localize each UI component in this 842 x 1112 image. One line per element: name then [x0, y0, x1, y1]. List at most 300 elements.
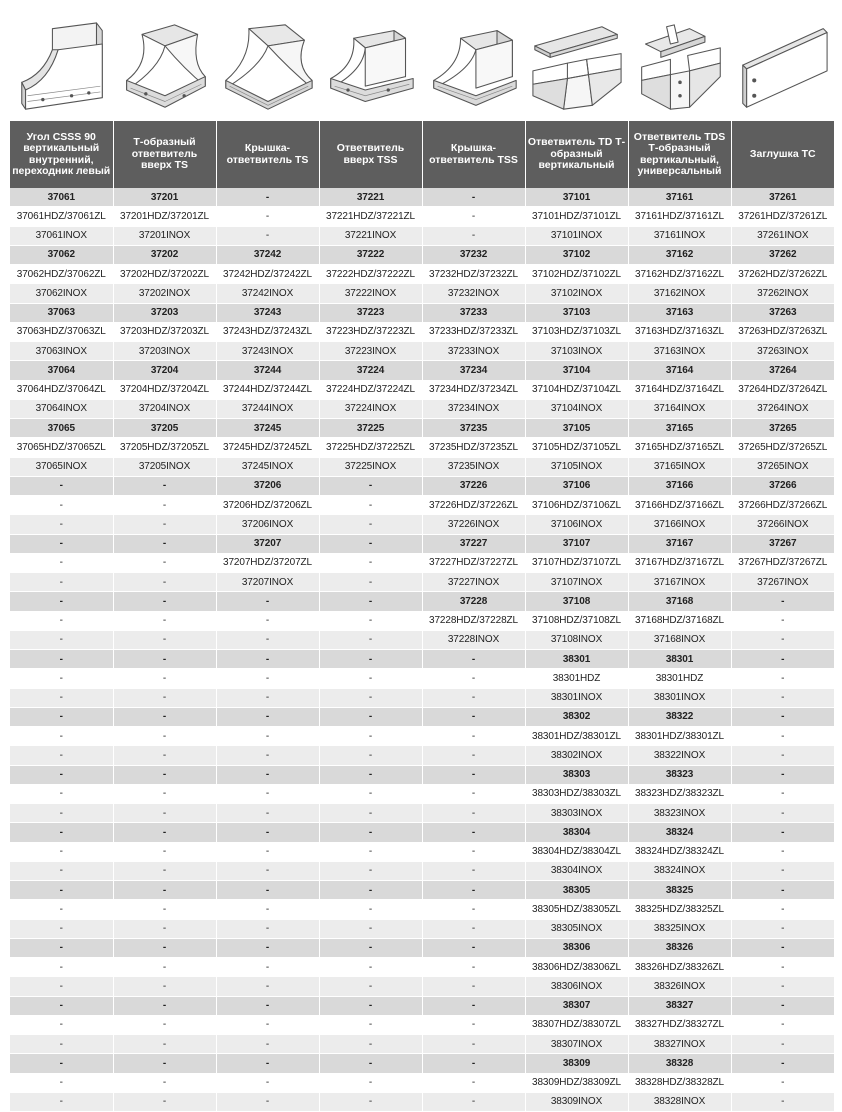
table-row	[10, 265, 834, 284]
table-cell: -	[216, 727, 319, 746]
table-cell: -	[10, 496, 113, 515]
table-cell: 37163HDZ/37163ZL	[628, 322, 731, 341]
table-cell: 37245HDZ/37245ZL	[216, 438, 319, 457]
table-cell: 37201	[113, 188, 216, 207]
table-cell: 38304	[525, 823, 628, 842]
table-cell: -	[10, 919, 113, 938]
table-cell: 37107INOX	[525, 573, 628, 592]
table-row	[10, 650, 834, 669]
column-header: Крышка-ответвитель TS	[216, 121, 319, 188]
table-cell: 37062INOX	[10, 284, 113, 303]
table-row	[10, 245, 834, 264]
table-cell: -	[113, 938, 216, 957]
table-cell: -	[216, 592, 319, 611]
table-row	[10, 727, 834, 746]
table-cell: -	[422, 669, 525, 688]
table-cell: 37206INOX	[216, 515, 319, 534]
table-cell: -	[216, 207, 319, 226]
table-row	[10, 207, 834, 226]
table-cell: 37063	[10, 303, 113, 322]
table-cell: -	[10, 958, 113, 977]
table-cell: 38301HDZ	[628, 669, 731, 688]
table-cell: -	[216, 688, 319, 707]
table-cell: 37226INOX	[422, 515, 525, 534]
table-cell: -	[216, 919, 319, 938]
table-cell: -	[10, 861, 113, 880]
table-row	[10, 188, 834, 207]
table-row	[10, 1073, 834, 1092]
table-row	[10, 1092, 834, 1111]
table-row	[10, 419, 834, 438]
table-cell: -	[731, 938, 834, 957]
table-cell: 38302INOX	[525, 746, 628, 765]
table-cell: 37226	[422, 476, 525, 495]
table-cell: 38301HDZ/38301ZL	[628, 727, 731, 746]
table-cell: -	[216, 1015, 319, 1034]
table-cell: 38325INOX	[628, 919, 731, 938]
table-cell: -	[10, 553, 113, 572]
table-cell: -	[731, 900, 834, 919]
table-cell: 37242HDZ/37242ZL	[216, 265, 319, 284]
table-cell: 37245	[216, 419, 319, 438]
table-cell: -	[731, 823, 834, 842]
table-cell: 37224	[319, 361, 422, 380]
table-cell: -	[319, 650, 422, 669]
table-cell: -	[422, 650, 525, 669]
table-cell: 37102HDZ/37102ZL	[525, 265, 628, 284]
table-cell: -	[319, 842, 422, 861]
table-cell: 37228HDZ/37228ZL	[422, 611, 525, 630]
table-cell: 38322INOX	[628, 746, 731, 765]
table-cell: 37262	[731, 245, 834, 264]
table-cell: 37262INOX	[731, 284, 834, 303]
table-cell: -	[319, 746, 422, 765]
table-cell: 38306	[525, 938, 628, 957]
table-cell: -	[113, 784, 216, 803]
table-cell: -	[113, 650, 216, 669]
table-cell: 37062	[10, 245, 113, 264]
table-cell: 37161HDZ/37161ZL	[628, 207, 731, 226]
table-cell: -	[10, 650, 113, 669]
table-cell: -	[319, 611, 422, 630]
table-cell: -	[422, 207, 525, 226]
table-cell: 37223HDZ/37223ZL	[319, 322, 422, 341]
table-cell: 38301	[628, 650, 731, 669]
table-cell: -	[113, 573, 216, 592]
table-cell: -	[10, 823, 113, 842]
table-row	[10, 342, 834, 361]
table-cell: 37244HDZ/37244ZL	[216, 380, 319, 399]
table-cell: -	[731, 1092, 834, 1111]
table-row	[10, 284, 834, 303]
table-cell: 37102	[525, 245, 628, 264]
table-row	[10, 881, 834, 900]
table-cell: -	[113, 765, 216, 784]
table-cell: 37263	[731, 303, 834, 322]
table-cell: 37101	[525, 188, 628, 207]
branch-cover-tss-image	[422, 18, 525, 116]
table-cell: 37243HDZ/37243ZL	[216, 322, 319, 341]
table-cell: 37235INOX	[422, 457, 525, 476]
table-cell: 38302	[525, 707, 628, 726]
table-cell: 37201INOX	[113, 226, 216, 245]
table-cell: 37104INOX	[525, 399, 628, 418]
table-cell: -	[113, 823, 216, 842]
column-header: Ответвитель вверх TSS	[319, 121, 422, 188]
table-row	[10, 399, 834, 418]
table-cell: -	[216, 707, 319, 726]
table-row	[10, 496, 834, 515]
table-cell: 37101HDZ/37101ZL	[525, 207, 628, 226]
table-cell: -	[731, 650, 834, 669]
table-cell: -	[731, 861, 834, 880]
table-cell: 37204HDZ/37204ZL	[113, 380, 216, 399]
table-cell: 37164INOX	[628, 399, 731, 418]
table-row	[10, 804, 834, 823]
table-cell: 37233HDZ/37233ZL	[422, 322, 525, 341]
table-cell: -	[319, 669, 422, 688]
table-cell: 38323INOX	[628, 804, 731, 823]
table-cell: 37234	[422, 361, 525, 380]
table-cell: -	[422, 842, 525, 861]
table-cell: 37234HDZ/37234ZL	[422, 380, 525, 399]
table-cell: -	[422, 688, 525, 707]
table-cell: 37207INOX	[216, 573, 319, 592]
table-cell: 37164HDZ/37164ZL	[628, 380, 731, 399]
table-cell: 37108	[525, 592, 628, 611]
table-cell: -	[113, 1035, 216, 1054]
table-row	[10, 361, 834, 380]
table-row	[10, 977, 834, 996]
table-cell: -	[422, 861, 525, 880]
column-header: Ответвитель TD Т-образный вертикальный	[525, 121, 628, 188]
table-cell: -	[113, 611, 216, 630]
table-cell: 37242INOX	[216, 284, 319, 303]
table-cell: 37104HDZ/37104ZL	[525, 380, 628, 399]
table-row	[10, 996, 834, 1015]
table-cell: -	[10, 611, 113, 630]
table-row	[10, 553, 834, 572]
table-cell: -	[319, 688, 422, 707]
table-cell: 37261INOX	[731, 226, 834, 245]
table-cell: 37221	[319, 188, 422, 207]
table-cell: 37264HDZ/37264ZL	[731, 380, 834, 399]
table-cell: -	[731, 842, 834, 861]
table-cell: 37222	[319, 245, 422, 264]
table-cell: 37163INOX	[628, 342, 731, 361]
table-cell: -	[10, 842, 113, 861]
table-cell: -	[319, 476, 422, 495]
table-cell: 37061HDZ/37061ZL	[10, 207, 113, 226]
table-cell: -	[422, 900, 525, 919]
table-cell: -	[216, 900, 319, 919]
table-cell: -	[10, 784, 113, 803]
end-cap-tc-image	[731, 18, 834, 116]
table-cell: -	[422, 996, 525, 1015]
table-cell: -	[319, 496, 422, 515]
table-cell: 37223	[319, 303, 422, 322]
table-cell: 38322	[628, 707, 731, 726]
table-cell: -	[10, 630, 113, 649]
table-cell: 37263INOX	[731, 342, 834, 361]
table-cell: 37235HDZ/37235ZL	[422, 438, 525, 457]
table-cell: 37234INOX	[422, 399, 525, 418]
table-cell: -	[10, 1015, 113, 1034]
table-cell: -	[731, 804, 834, 823]
table-cell: 37164	[628, 361, 731, 380]
table-row	[10, 707, 834, 726]
table-cell: 37224INOX	[319, 399, 422, 418]
table-cell: 37222HDZ/37222ZL	[319, 265, 422, 284]
table-cell: 37205HDZ/37205ZL	[113, 438, 216, 457]
table-cell: -	[319, 881, 422, 900]
table-cell: -	[319, 534, 422, 553]
table-cell: -	[731, 1035, 834, 1054]
table-cell: -	[731, 958, 834, 977]
t-vertical-universal-tds-image	[628, 18, 731, 116]
table-cell: -	[319, 996, 422, 1015]
table-cell: 37206	[216, 476, 319, 495]
table-cell: 38324HDZ/38324ZL	[628, 842, 731, 861]
t-vertical-branch-td-image	[525, 18, 628, 116]
table-cell: -	[319, 1054, 422, 1073]
table-cell: 37105	[525, 419, 628, 438]
table-cell: 38326	[628, 938, 731, 957]
table-cell: 37202INOX	[113, 284, 216, 303]
table-cell: -	[422, 881, 525, 900]
table-cell: 37108INOX	[525, 630, 628, 649]
table-cell: 37245INOX	[216, 457, 319, 476]
table-cell: -	[731, 611, 834, 630]
table-cell: 38304INOX	[525, 861, 628, 880]
table-cell: -	[422, 1054, 525, 1073]
table-cell: 37102INOX	[525, 284, 628, 303]
table-cell: -	[731, 765, 834, 784]
table-cell: -	[113, 1054, 216, 1073]
table-cell: 38303HDZ/38303ZL	[525, 784, 628, 803]
table-cell: 37065	[10, 419, 113, 438]
table-cell: 38326INOX	[628, 977, 731, 996]
table-cell: 37168HDZ/37168ZL	[628, 611, 731, 630]
table-cell: 37101INOX	[525, 226, 628, 245]
table-cell: -	[319, 1035, 422, 1054]
table-cell: 37227HDZ/37227ZL	[422, 553, 525, 572]
table-cell: -	[113, 496, 216, 515]
table-row	[10, 669, 834, 688]
table-cell: 37262HDZ/37262ZL	[731, 265, 834, 284]
table-cell: 37227INOX	[422, 573, 525, 592]
table-cell: -	[216, 804, 319, 823]
table-cell: -	[731, 1073, 834, 1092]
table-cell: 37226HDZ/37226ZL	[422, 496, 525, 515]
table-cell: 37104	[525, 361, 628, 380]
table-cell: -	[319, 1073, 422, 1092]
table-cell: 37161INOX	[628, 226, 731, 245]
table-cell: -	[422, 226, 525, 245]
table-cell: 37064HDZ/37064ZL	[10, 380, 113, 399]
table-cell: 38325	[628, 881, 731, 900]
table-cell: -	[422, 919, 525, 938]
table-row	[10, 515, 834, 534]
table-cell: 37065HDZ/37065ZL	[10, 438, 113, 457]
table-cell: 37232	[422, 245, 525, 264]
table-cell: 37221INOX	[319, 226, 422, 245]
table-cell: 37225HDZ/37225ZL	[319, 438, 422, 457]
header-row	[10, 121, 834, 188]
table-cell: 38323	[628, 765, 731, 784]
table-cell: 37243	[216, 303, 319, 322]
table-cell: -	[216, 823, 319, 842]
table-cell: -	[422, 727, 525, 746]
branch-cover-ts-image	[216, 18, 319, 116]
table-cell: -	[731, 592, 834, 611]
table-cell: -	[422, 1092, 525, 1111]
table-cell: -	[10, 1054, 113, 1073]
table-cell: 38323HDZ/38323ZL	[628, 784, 731, 803]
table-cell: 37244INOX	[216, 399, 319, 418]
table-cell: -	[319, 765, 422, 784]
table-cell: 37202HDZ/37202ZL	[113, 265, 216, 284]
table-row	[10, 476, 834, 495]
table-cell: -	[216, 1073, 319, 1092]
table-cell: 37103	[525, 303, 628, 322]
table-cell: 38309	[525, 1054, 628, 1073]
table-cell: -	[216, 650, 319, 669]
table-cell: 38301INOX	[525, 688, 628, 707]
table-cell: 37267HDZ/37267ZL	[731, 553, 834, 572]
column-header: Крышка-ответвитель TSS	[422, 121, 525, 188]
table-cell: -	[10, 707, 113, 726]
table-cell: 38301INOX	[628, 688, 731, 707]
table-cell: 37106INOX	[525, 515, 628, 534]
table-row	[10, 438, 834, 457]
table-cell: 37233INOX	[422, 342, 525, 361]
table-cell: 37063HDZ/37063ZL	[10, 322, 113, 341]
table-cell: -	[216, 669, 319, 688]
table-cell: 37065INOX	[10, 457, 113, 476]
table-cell: -	[113, 515, 216, 534]
table-cell: 37204INOX	[113, 399, 216, 418]
table-row	[10, 303, 834, 322]
table-cell: -	[422, 977, 525, 996]
table-cell: -	[10, 515, 113, 534]
table-cell: 37162HDZ/37162ZL	[628, 265, 731, 284]
table-cell: -	[10, 881, 113, 900]
table-cell: 38307INOX	[525, 1035, 628, 1054]
table-cell: 37203HDZ/37203ZL	[113, 322, 216, 341]
table-cell: 37166	[628, 476, 731, 495]
table-cell: -	[113, 1092, 216, 1111]
table-cell: -	[10, 534, 113, 553]
table-row	[10, 457, 834, 476]
table-cell: 38303	[525, 765, 628, 784]
table-row	[10, 765, 834, 784]
table-cell: 38326HDZ/38326ZL	[628, 958, 731, 977]
table-cell: 37064	[10, 361, 113, 380]
table-cell: 38327HDZ/38327ZL	[628, 1015, 731, 1034]
table-cell: 37061	[10, 188, 113, 207]
table-cell: -	[319, 919, 422, 938]
table-cell: -	[113, 996, 216, 1015]
table-cell: -	[731, 746, 834, 765]
table-cell: -	[731, 630, 834, 649]
table-cell: -	[216, 226, 319, 245]
table-cell: 38306HDZ/38306ZL	[525, 958, 628, 977]
table-cell: -	[319, 553, 422, 572]
column-header: Ответвитель TDS Т-образный вертикальный, универсальный	[628, 121, 731, 188]
table-cell: 38303INOX	[525, 804, 628, 823]
table-cell: 38304HDZ/38304ZL	[525, 842, 628, 861]
table-row	[10, 938, 834, 957]
table-cell: -	[319, 861, 422, 880]
table-cell: 38309HDZ/38309ZL	[525, 1073, 628, 1092]
table-cell: 37165	[628, 419, 731, 438]
table-cell: 37103INOX	[525, 342, 628, 361]
table-cell: 37202	[113, 245, 216, 264]
table-cell: -	[731, 977, 834, 996]
table-cell: -	[113, 900, 216, 919]
table-cell: 37205INOX	[113, 457, 216, 476]
table-cell: -	[10, 1092, 113, 1111]
table-row	[10, 592, 834, 611]
table-cell: -	[422, 958, 525, 977]
table-cell: -	[216, 630, 319, 649]
table-cell: -	[10, 573, 113, 592]
table-cell: -	[319, 707, 422, 726]
table-cell: 37267INOX	[731, 573, 834, 592]
table-cell: -	[731, 707, 834, 726]
table-cell: -	[731, 881, 834, 900]
table-cell: 37167	[628, 534, 731, 553]
table-cell: -	[10, 1035, 113, 1054]
table-cell: 37163	[628, 303, 731, 322]
table-cell: 37228	[422, 592, 525, 611]
table-row	[10, 900, 834, 919]
table-cell: -	[216, 938, 319, 957]
table-cell: -	[10, 765, 113, 784]
table-row	[10, 534, 834, 553]
column-header: Заглушка TC	[731, 121, 834, 188]
table-cell: 37205	[113, 419, 216, 438]
table-cell: 37264INOX	[731, 399, 834, 418]
table-cell: 38305	[525, 881, 628, 900]
table-cell: 37165INOX	[628, 457, 731, 476]
table-cell: -	[113, 727, 216, 746]
table-cell: 37203INOX	[113, 342, 216, 361]
table-cell: -	[216, 1035, 319, 1054]
table-cell: 37207	[216, 534, 319, 553]
table-cell: 37266INOX	[731, 515, 834, 534]
table-cell: 37221HDZ/37221ZL	[319, 207, 422, 226]
table-cell: -	[113, 592, 216, 611]
table-cell: -	[319, 630, 422, 649]
table-row	[10, 1015, 834, 1034]
table-cell: 37228INOX	[422, 630, 525, 649]
table-cell: -	[113, 476, 216, 495]
article-table	[10, 121, 834, 1112]
table-cell: -	[113, 688, 216, 707]
table-cell: 38328	[628, 1054, 731, 1073]
table-cell: -	[216, 881, 319, 900]
table-cell: -	[319, 573, 422, 592]
table-row	[10, 842, 834, 861]
table-cell: -	[422, 1035, 525, 1054]
table-cell: -	[216, 765, 319, 784]
table-cell: 37267	[731, 534, 834, 553]
table-row	[10, 919, 834, 938]
table-cell: -	[113, 861, 216, 880]
table-cell: 37162INOX	[628, 284, 731, 303]
